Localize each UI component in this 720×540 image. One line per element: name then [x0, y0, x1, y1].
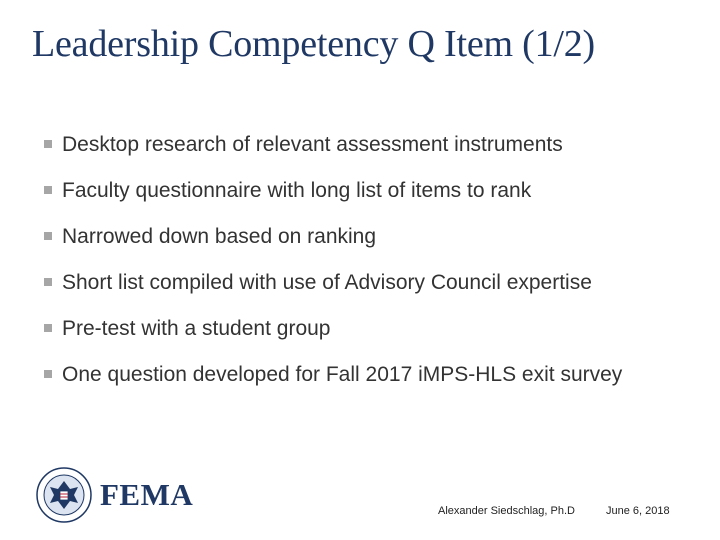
bullet-text: Short list compiled with use of Advisory Council expertise: [62, 271, 592, 294]
fema-logo-text: FEMA: [100, 477, 194, 512]
dhs-seal-icon: [36, 467, 92, 523]
bullet-text: Desktop research of relevant assessment instruments: [62, 133, 563, 156]
bullet-item: [44, 130, 694, 159]
bullet-item: [44, 222, 694, 251]
square-bullet-icon: [44, 370, 52, 378]
bullet-item: [44, 360, 694, 389]
bullet-text: Narrowed down based on ranking: [62, 225, 377, 248]
square-bullet-icon: [44, 186, 52, 194]
bullet-text: One question developed for Fall 2017 iMPS-HLS exit survey: [62, 363, 623, 386]
square-bullet-icon: [44, 278, 52, 286]
square-bullet-icon: [44, 140, 52, 148]
square-bullet-icon: [44, 232, 52, 240]
bullet-item: [44, 268, 694, 297]
bullet-text: Pre-test with a student group: [62, 317, 331, 340]
footer-author: Alexander Siedschlag, Ph.D: [438, 505, 575, 517]
square-bullet-icon: [44, 324, 52, 332]
footer-date: June 6, 2018: [606, 505, 670, 517]
bullet-list: [44, 130, 694, 406]
bullet-item: [44, 314, 694, 343]
slide-title: Leadership Competency Q Item (1/2): [32, 23, 596, 65]
bullet-item: [44, 176, 694, 205]
fema-logo: [36, 465, 193, 525]
bullet-text: Faculty questionnaire with long list of items to rank: [62, 179, 532, 202]
